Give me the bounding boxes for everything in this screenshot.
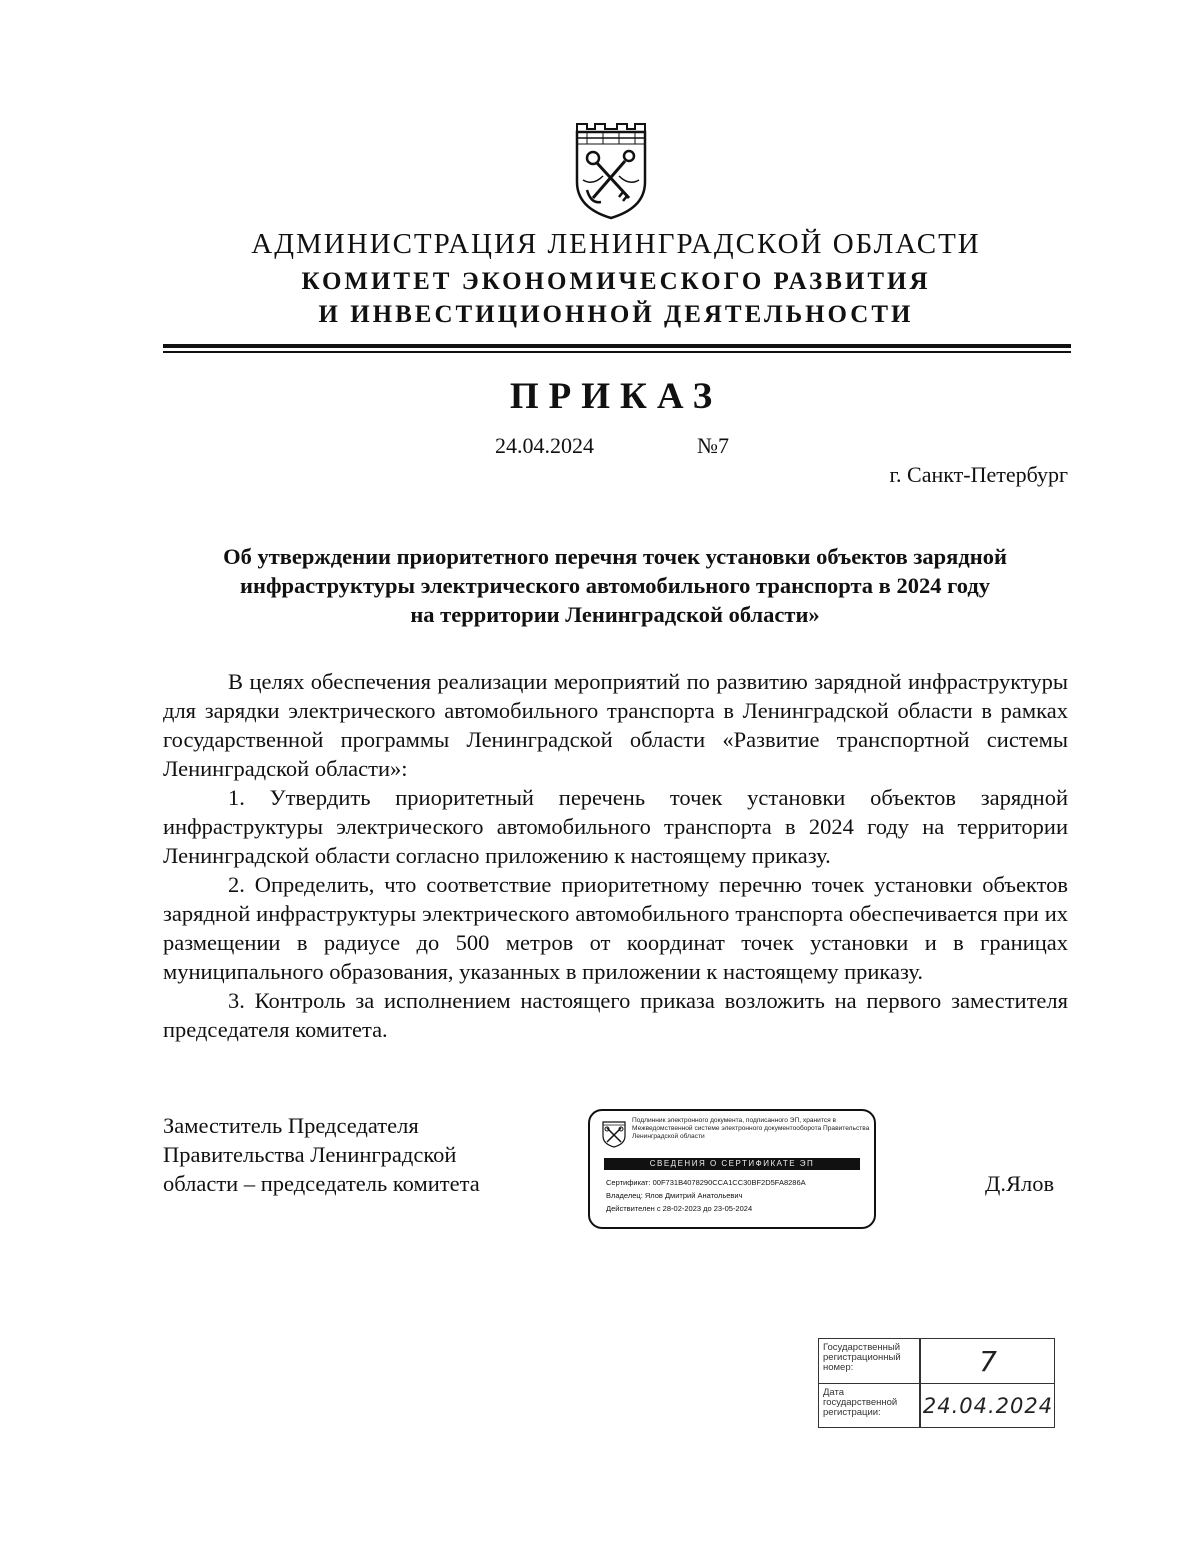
registration-date-row: [819, 1384, 1054, 1427]
committee-name-line2: И ИНВЕСТИЦИОННОЙ ДЕЯТЕЛЬНОСТИ: [318, 301, 914, 328]
title-line: на территории Ленинградской области»: [410, 602, 820, 627]
registration-date-label: Дата государственной регистрации:: [823, 1387, 898, 1418]
registration-divider: [919, 1384, 921, 1427]
registration-divider: [919, 1339, 921, 1383]
registration-number-value: 7: [979, 1344, 997, 1378]
document-number: №7: [697, 433, 729, 458]
stamp-description: Подлинник электронного документа, подписанного ЭП, хранится в Межведомственной системе электронного документооборота Правительства Ленинградской области: [632, 1117, 870, 1140]
stamp-certificate-id: Сертификат: 00F731B4078290CCA1CC30BF2D5FA8286A: [606, 1178, 806, 1187]
title-line: Об утверждении приоритетного перечня точек установки объектов зарядной: [223, 544, 1007, 569]
body-paragraph-item-3: 3. Контроль за исполнением настоящего приказа возложить на первого заместителя председателя комитета.: [163, 988, 1068, 1042]
e-signature-stamp: [588, 1109, 876, 1229]
registration-number-label: Государственный регистрационный номер:: [823, 1342, 901, 1373]
document-title: [160, 542, 1070, 629]
signatory-name: Д.Ялов: [985, 1171, 1055, 1196]
signatory-position: [163, 1111, 543, 1198]
stamp-certificate-owner: Владелец: Ялов Дмитрий Анатольевич: [606, 1191, 743, 1200]
document-body: [163, 667, 1068, 1044]
header-divider-thick: [163, 344, 1071, 348]
document-date: 24.04.2024: [495, 433, 594, 458]
registration-box: [818, 1338, 1055, 1428]
stamp-certificate-header: СВЕДЕНИЯ О СЕРТИФИКАТЕ ЭП: [604, 1158, 860, 1170]
coat-of-arms-icon: [573, 120, 649, 220]
org-name: АДМИНИСТРАЦИЯ ЛЕНИНГРАДСКОЙ ОБЛАСТИ: [251, 228, 981, 260]
signatory-position-line: области – председатель комитета: [163, 1171, 480, 1196]
signatory-position-line: Правительства Ленинградской: [163, 1142, 457, 1167]
document-type: ПРИКАЗ: [509, 376, 723, 417]
body-paragraph-item-1: 1. Утвердить приоритетный перечень точек установки объектов зарядной инфраструктуры электрического автомобильного транспорта в 2024 году на территории Ленинградской области согласно приложению к настоящему приказу.: [163, 785, 1068, 868]
header-divider-thin: [163, 351, 1071, 353]
committee-name-line1: КОМИТЕТ ЭКОНОМИЧЕСКОГО РАЗВИТИЯ: [301, 268, 931, 295]
body-paragraph-item-2: 2. Определить, что соответствие приоритетному перечню точек установки объектов зарядной инфраструктуры электрического автомобильного транспорта обеспечивается при их размещении в радиусе до 500 метров от координат точек установки и в границах муниципального образования, указанных в приложении к настоящему приказу.: [163, 872, 1068, 984]
registration-date-value: 24.04.2024: [922, 1393, 1054, 1418]
document-city: г. Санкт-Петербург: [889, 462, 1068, 487]
coat-of-arms-icon: [602, 1118, 626, 1148]
body-paragraph-preamble: В целях обеспечения реализации мероприятий по развитию зарядной инфраструктуры для зарядки электрического автомобильного транспорта в Ленинградской области в рамках государственной программы Ленинградской области «Развитие транспортной системы Ленинградской области»:: [163, 669, 1068, 781]
stamp-certificate-validity: Действителен с 28-02-2023 до 23-05-2024: [606, 1204, 753, 1213]
signatory-position-line: Заместитель Председателя: [163, 1113, 419, 1138]
title-line: инфраструктуры электрического автомобильного транспорта в 2024 году: [240, 573, 990, 598]
registration-number-row: [819, 1339, 1054, 1384]
